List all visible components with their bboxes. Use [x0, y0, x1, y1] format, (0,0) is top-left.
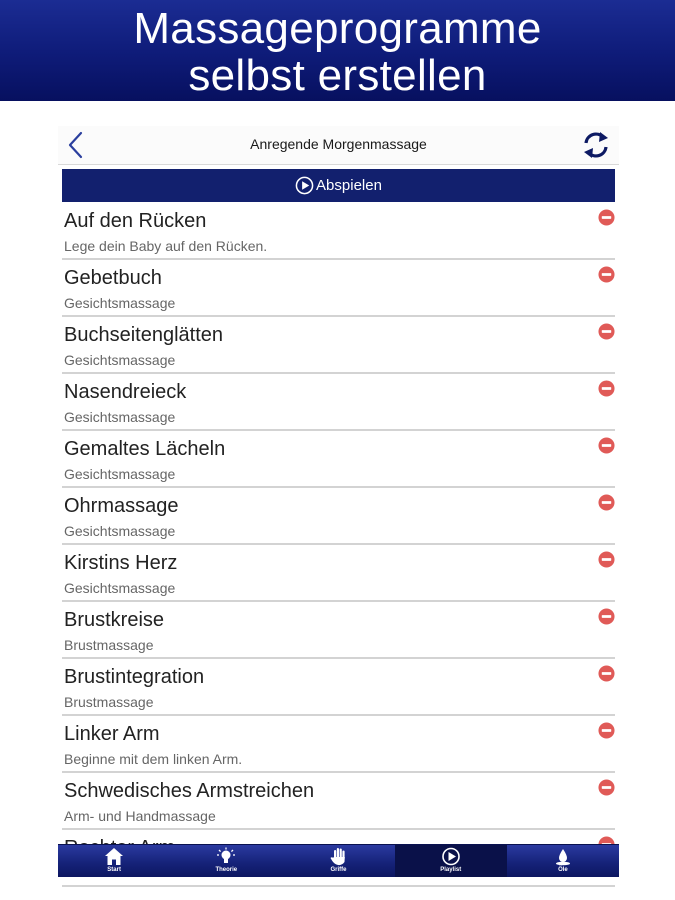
- step-title: Linker Arm: [64, 723, 160, 745]
- refresh-icon: [581, 129, 611, 161]
- delete-icon[interactable]: [598, 494, 615, 511]
- refresh-button[interactable]: [581, 129, 611, 161]
- tab-label: Griffe: [330, 867, 347, 873]
- step-subtitle: Gesichtsmassage: [64, 523, 176, 539]
- tab-label: Playlist: [440, 867, 462, 873]
- step-title: Kirstins Herz: [64, 552, 178, 574]
- list-item[interactable]: [62, 374, 615, 431]
- tab-label: Start: [107, 867, 121, 873]
- step-subtitle: Lege dein Baby auf den Rücken.: [64, 238, 268, 254]
- step-subtitle: Gesichtsmassage: [64, 466, 176, 482]
- banner-headline-line-1: Massageprogramme: [133, 4, 542, 53]
- delete-icon[interactable]: [598, 551, 615, 568]
- tab-start[interactable]: [58, 845, 170, 877]
- play-all-button[interactable]: [62, 169, 615, 202]
- list-item[interactable]: [62, 602, 615, 659]
- tab-griffe[interactable]: [282, 845, 394, 877]
- step-title: Brustintegration: [64, 666, 205, 688]
- step-subtitle: Gesichtsmassage: [64, 580, 176, 596]
- list-item[interactable]: [62, 545, 615, 602]
- list-item[interactable]: [62, 260, 615, 317]
- delete-icon[interactable]: [598, 665, 615, 682]
- step-title: Ohrmassage: [64, 495, 179, 517]
- step-subtitle: Brustmassage: [64, 694, 154, 710]
- promo-banner: [0, 0, 675, 101]
- delete-icon[interactable]: [598, 608, 615, 625]
- lightbulb-icon: [216, 847, 236, 866]
- list-item[interactable]: [62, 203, 615, 260]
- step-title: Gebetbuch: [64, 267, 162, 289]
- step-subtitle: Beginne mit dem linken Arm.: [64, 751, 243, 767]
- delete-icon[interactable]: [598, 779, 615, 796]
- delete-icon[interactable]: [598, 266, 615, 283]
- list-item[interactable]: [62, 659, 615, 716]
- hand-icon: [329, 847, 349, 866]
- tab-playlist[interactable]: [395, 845, 507, 877]
- step-subtitle: Arm- und Handmassage: [64, 808, 216, 824]
- step-title: Brustkreise: [64, 609, 165, 631]
- home-icon: [104, 847, 124, 866]
- back-button[interactable]: [64, 130, 88, 160]
- massage-step-list: [62, 203, 615, 844]
- step-title: Auf den Rücken: [64, 210, 207, 232]
- step-title: Schwedisches Armstreichen: [64, 780, 315, 802]
- list-item[interactable]: [62, 317, 615, 374]
- delete-icon[interactable]: [598, 323, 615, 340]
- step-title: Gemaltes Lächeln: [64, 438, 226, 460]
- step-subtitle: Gesichtsmassage: [64, 295, 176, 311]
- delete-icon[interactable]: [598, 209, 615, 226]
- list-item[interactable]: [62, 488, 615, 545]
- step-subtitle: Brustmassage: [64, 637, 154, 653]
- play-circle-icon: [295, 176, 314, 195]
- step-subtitle: Gesichtsmassage: [64, 409, 176, 425]
- list-item[interactable]: [62, 431, 615, 488]
- tab-theorie[interactable]: [170, 845, 282, 877]
- list-item[interactable]: [62, 773, 615, 830]
- delete-icon[interactable]: [598, 722, 615, 739]
- list-item[interactable]: [62, 716, 615, 773]
- tab-label: Öle: [558, 867, 568, 873]
- tab-label: Theorie: [215, 867, 238, 873]
- bottom-tab-bar: [58, 844, 619, 877]
- playlist-title: Anregende Morgenmassage: [250, 136, 427, 152]
- play-circle-icon: [441, 847, 461, 866]
- oil-drop-icon: [553, 847, 573, 866]
- chevron-left-icon: [64, 130, 88, 160]
- banner-headline-line-2: selbst erstellen: [188, 51, 487, 100]
- delete-icon[interactable]: [598, 380, 615, 397]
- step-subtitle: Gesichtsmassage: [64, 352, 176, 368]
- play-all-label: Abspielen: [316, 177, 382, 194]
- step-title: Nasendreieck: [64, 381, 187, 403]
- navigation-bar: [58, 126, 619, 165]
- tab-oele[interactable]: [507, 845, 619, 877]
- step-title: Buchseitenglätten: [64, 324, 224, 346]
- delete-icon[interactable]: [598, 437, 615, 454]
